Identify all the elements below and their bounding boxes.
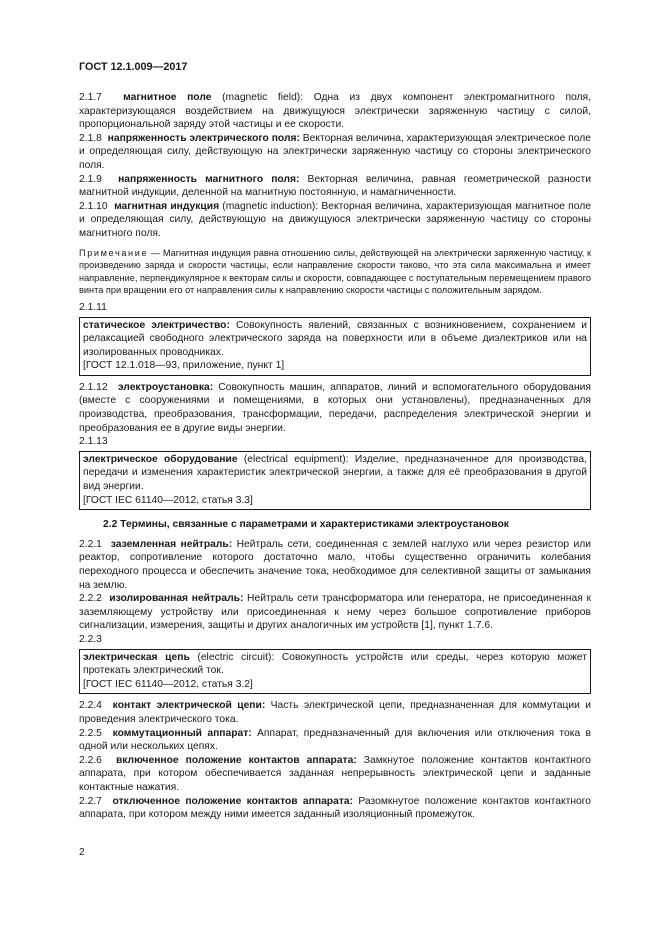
term-2-2-4: 2.2.4 контакт электрической цепи: Часть электрической цепи, предназначенная для коммутации и проведения электрического тока. [79,700,591,725]
term-2-2-3: электрическая цепь (electric circuit): Совокупность устройств или среды, через которую может протекать электрический ток. [83,651,587,677]
term-box-2-1-13 [79,451,591,510]
page-number: 2 [79,847,85,858]
term-2-1-13: электрическое оборудование (electrical equipment): Изделие, предназначенное для производства, передачи и изменения характеристик электрической энергии, а также для её преобразования в другой вид энергии. [83,453,588,493]
term-2-2-6: 2.2.6 включенное положение контактов аппарата: Замкнутое положение контактов контактного аппарата, при котором обеспечивается заданная непрерывность электрической цепи и заданные контактные нажатия. [79,754,591,793]
term-2-2-5: 2.2.5 коммутационный аппарат: Аппарат, предназначенный для включения или отключения тока в одной или нескольких цепях. [79,727,591,753]
term-number-2-1-11: 2.1.11 [79,301,107,313]
reference: [ГОСТ IEC 61140—2012, статья 3.2] [83,678,253,690]
term-2-1-8: 2.1.8 напряженность электрического поля: Векторная величина, характеризующая электрическое поле и определяющая силу, действующую на электрически заряженную частицу со стороны электрического поля. [79,132,591,171]
term-2-1-12: 2.1.12 электроустановка: Совокупность машин, аппаратов, линий и вспомогательного оборудования (вместе с сооружениями и помещениями, в которых они установлены), предназначенных для производства, преобразования, трансформации, передачи, распределения электрической энергии и преобразования ее в другие виды энергии. [79,381,591,434]
term-2-1-7: 2.1.7 магнитное поле (magnetic field): Одна из двух компонент электромагнитного поля, характеризующаяся воздействием на движущуюся электрически заряженную частицу с силой, пропорциональной заряду этой частицы и ее скорости. [79,92,591,131]
reference: [ГОСТ 12.1.018—93, приложение, пункт 1] [83,360,285,372]
term-2-1-10: 2.1.10 магнитная индукция (magnetic induction): Векторная величина, характеризующая магнитное поле и определяющая силу, действующую на движущуюся электрически заряженную частицу со стороны магнитного поля. [79,200,591,239]
term-number-2-2-3: 2.2.3 [79,633,102,645]
term-2-1-9: 2.1.9 напряженность магнитного поля: Векторная величина, равная геометрической разности магнитной индукции, деленной на магнитную постоянную, и намагниченности. [79,173,591,199]
reference: [ГОСТ IEC 61140—2012, статья 3.3] [83,494,253,506]
page-header: ГОСТ 12.1.009—2017 [79,61,188,73]
term-number-2-1-13: 2.1.13 [79,436,108,448]
term-box-2-1-11 [79,317,591,376]
term-2-1-11: статическое электричество: Совокупность явлений, связанных с возникновением, сохранением и релаксацией свободного электрического заряда на поверхности или в объеме диэлектриков или на изолированных проводниках. [83,319,587,358]
term-2-2-1: 2.2.1 заземленная нейтраль: Нейтраль сети, соединенная с землей наглухо или через резистор или реактор, сопротивление которого достаточно мало, чтобы существенно ограничить колебания переходного процесса и обеспечить значение тока, необходимое для селективной защиты от замыкания на землю. [79,538,591,591]
term-2-2-7: 2.2.7 отключенное положение контактов аппарата: Разомкнутое положение контактов контактного аппарата, при котором между ними имеется заданный изоляционный промежуток. [79,795,591,821]
term-2-2-2: 2.2.2 изолированная нейтраль: Нейтраль сети трансформатора или генератора, не присоединенная к заземляющему устройству или присоединенная к нему через большое сопротивление приборов сигнализации, измерения, защиты и других аналогичных им устройств [1], пункт 1.7.6. [79,593,591,632]
page-content [79,91,591,822]
note: Примечание — Магнитная индукция равна отношению силы, действующей на электрически заряженную частицу, к произведению заряда и скорости частицы, если направление скорости таково, что эта сила максимальна и имеет направление, перпендикулярное к векторам силы и скорости, совпадающее с поступательным перемещением правого винта при вращении его от направления силы к направлению скорости частицы с положительным зарядом. [79,247,591,296]
term-box-2-2-3 [79,649,591,695]
section-heading-2-2: 2.2 Термины, связанные с параметрами и характеристиками электроустановок [103,519,509,531]
